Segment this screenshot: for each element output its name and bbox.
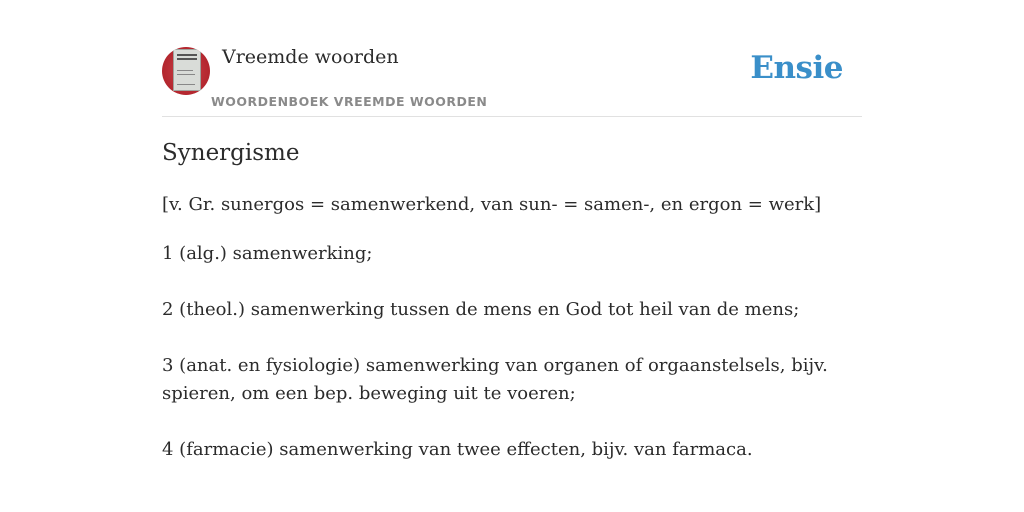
entry-term: Synergisme — [162, 140, 300, 166]
entry-etymology: [v. Gr. sunergos = samenwerkend, van sun- = samen-, en ergon = werk] — [162, 194, 822, 215]
dictionary-subtitle: WOORDENBOEK VREEMDE WOORDEN — [211, 94, 488, 109]
dictionary-title[interactable]: Vreemde woorden — [222, 46, 399, 68]
definition-item: 1 (alg.) samenwerking; — [162, 243, 373, 264]
definition-item: 4 (farmacie) samenwerking van twee effecten, bijv. van farmaca. — [162, 439, 753, 460]
page — [162, 0, 862, 512]
header — [162, 0, 862, 117]
book-cover-icon — [173, 49, 201, 91]
definition-item: 2 (theol.) samenwerking tussen de mens en God tot heil van de mens; — [162, 299, 800, 320]
definition-item: 3 (anat. en fysiologie) samenwerking van organen of orgaanstelsels, bijv. spieren, om een bep. beweging uit te voeren; — [162, 355, 828, 404]
ensie-logo[interactable]: Ensie — [750, 50, 843, 86]
dictionary-avatar[interactable] — [162, 47, 210, 95]
definition-list — [162, 240, 862, 492]
